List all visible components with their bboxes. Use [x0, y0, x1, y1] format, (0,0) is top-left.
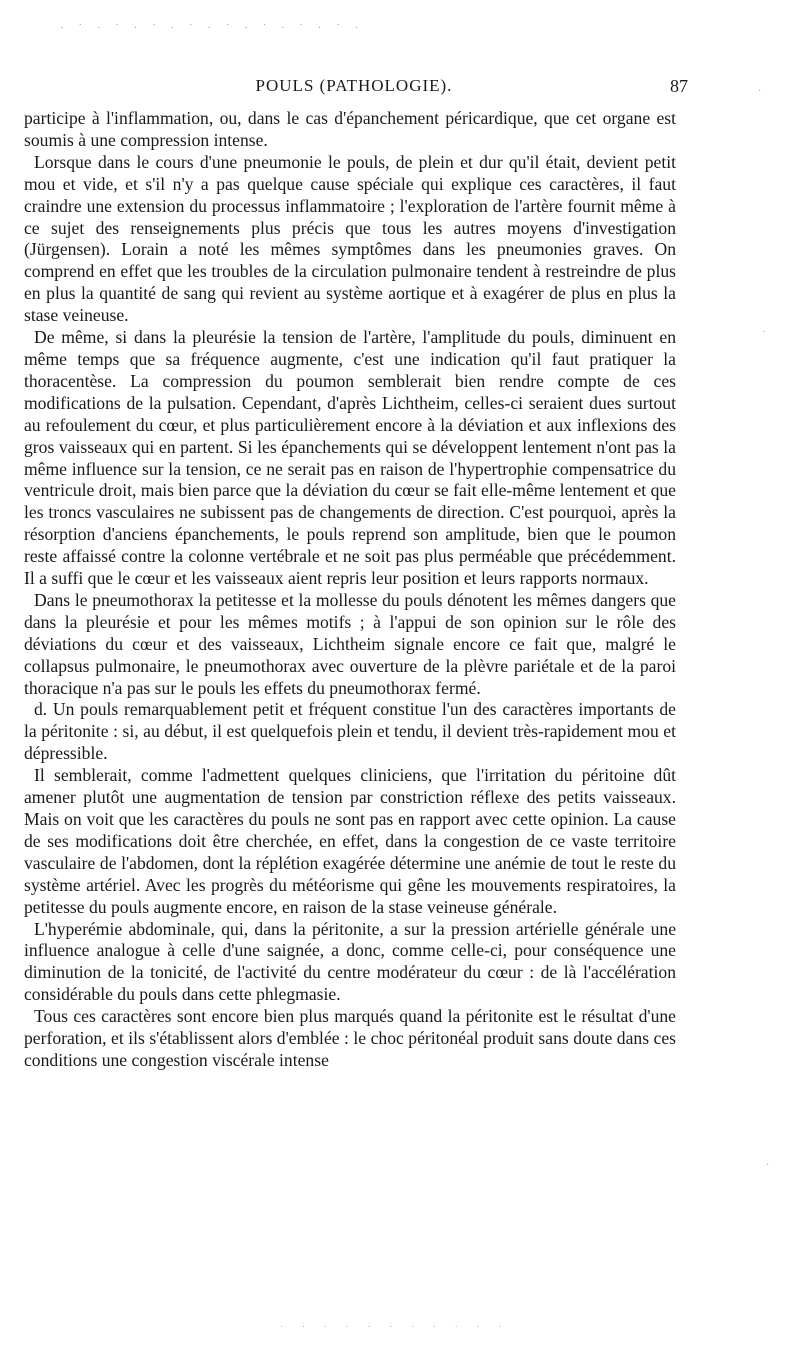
- body-text: [24, 108, 676, 1072]
- scan-noise: · ˙ · ˙ · ˙ · ˙ · ˙ · ˙ · ˙ · ˙ ·: [60, 22, 365, 34]
- margin-speck: ˙: [762, 330, 766, 341]
- paragraph-peritonite-d: d. Un pouls remarquablement petit et fréquent constitue l'un des caractères importants de la péritonite : si, au début, il est quelquefois plein et tendu, il devient très-rapidement mou et dépressible.: [24, 699, 676, 764]
- running-header: [24, 76, 688, 100]
- paragraph-continuation: participe à l'inflammation, ou, dans le cas d'épanchement péricardique, que cet organe est soumis à une compression intense.: [24, 108, 676, 150]
- scan-noise-footer: · · · · · · · · · · ·: [280, 1322, 510, 1333]
- paragraph-irritation: Il semblerait, comme l'admettent quelques cliniciens, que l'irritation du péritoine dût amener plutôt une augmentation de tension par constriction réflexe des petits vaisseaux. Mais on voit que les caractères du pouls ne sont pas en rapport avec cette opinion. La cause de ses modifications doit être cherchée, en effet, dans la congestion de ce vaste territoire vasculaire de l'abdomen, dont la réplétion exagérée détermine une anémie de tout le reste du système artériel. Avec les progrès du météorisme qui gêne les mouvements respiratoires, la petitesse du pouls augmente encore, en raison de la stase veineuse générale.: [24, 765, 676, 917]
- paragraph-pneumonie: Lorsque dans le cours d'une pneumonie le pouls, de plein et dur qu'il était, devient petit mou et vide, et s'il n'y a pas quelque cause spéciale qui explique ces caractères, il faut craindre une extension du processus inflammatoire ; l'exploration de l'artère fournit même à ce sujet des renseignements plus précis que tous les autres moyens d'investigation (Jürgensen). Lorain a noté les mêmes symptômes dans les pneumonies graves. On comprend en effet que les troubles de la circulation pulmonaire tendent à restreindre de plus en plus la quantité de sang qui revient au système aortique et à exagérer de plus en plus la stase veineuse.: [24, 151, 676, 326]
- paragraph-pleuresie: De même, si dans la pleurésie la tension de l'artère, l'amplitude du pouls, diminuent en même temps que sa fréquence augmente, c'est une indication qu'il faut pratiquer la thoracentèse. La compression du poumon semblerait bien rendre compte de ces modifications de la pulsation. Cependant, d'après Lichtheim, celles-ci seraient dues surtout au refoulement du cœur, et plus particulièrement encore à la déviation et aux inflexions des gros vaisseaux qui en partent. Si les épanchements qui se développent lentement n'ont pas la même influence sur la tension, ce ne serait pas en raison de l'hypertrophie compensatrice du ventricule droit, mais bien parce que la déviation du cœur se fait elle-même lentement et que les troncs vasculaires ne subissent pas de changements de direction. C'est pourquoi, après la résorption d'anciens épanchements, le pouls reprend son amplitude, bien que le poumon reste affaissé contre la colonne vertébrale et ne soit pas plus perméable que précédemment. Il a suffi que le cœur et les vaisseaux aient repris leur position et leurs rapports normaux.: [24, 327, 676, 589]
- margin-speck: ·: [758, 86, 762, 97]
- margin-speck: ·: [766, 1160, 770, 1171]
- paragraph-pneumothorax: Dans le pneumothorax la petitesse et la mollesse du pouls dénotent les mêmes dangers que dans la pleurésie et pour les mêmes motifs ; à l'appui de son opinion sur le rôle des déviations du cœur et des vaisseaux, Lichtheim signale encore ce fait que, malgré le collapsus pulmonaire, le pneumothorax avec ouverture de la plèvre pariétale et de la paroi thoracique n'a pas sur le pouls les effets du pneumothorax fermé.: [24, 589, 676, 698]
- paragraph-perforation: Tous ces caractères sont encore bien plus marqués quand la péritonite est le résultat d'une perforation, et ils s'établissent alors d'emblée : le choc péritonéal produit sans doute dans ces conditions une congestion viscérale intense: [24, 1006, 676, 1070]
- page-number: 87: [670, 76, 688, 96]
- running-title: POULS (PATHOLOGIE).: [255, 76, 453, 95]
- paragraph-hyperemie: L'hyperémie abdominale, qui, dans la péritonite, a sur la pression artérielle générale une influence analogue à celle d'une saignée, a donc, comme celle-ci, pour conséquence une diminution de la tonicité, de l'activité du centre modérateur du cœur : de là l'accélération considérable du pouls dans cette phlegmasie.: [24, 918, 676, 1005]
